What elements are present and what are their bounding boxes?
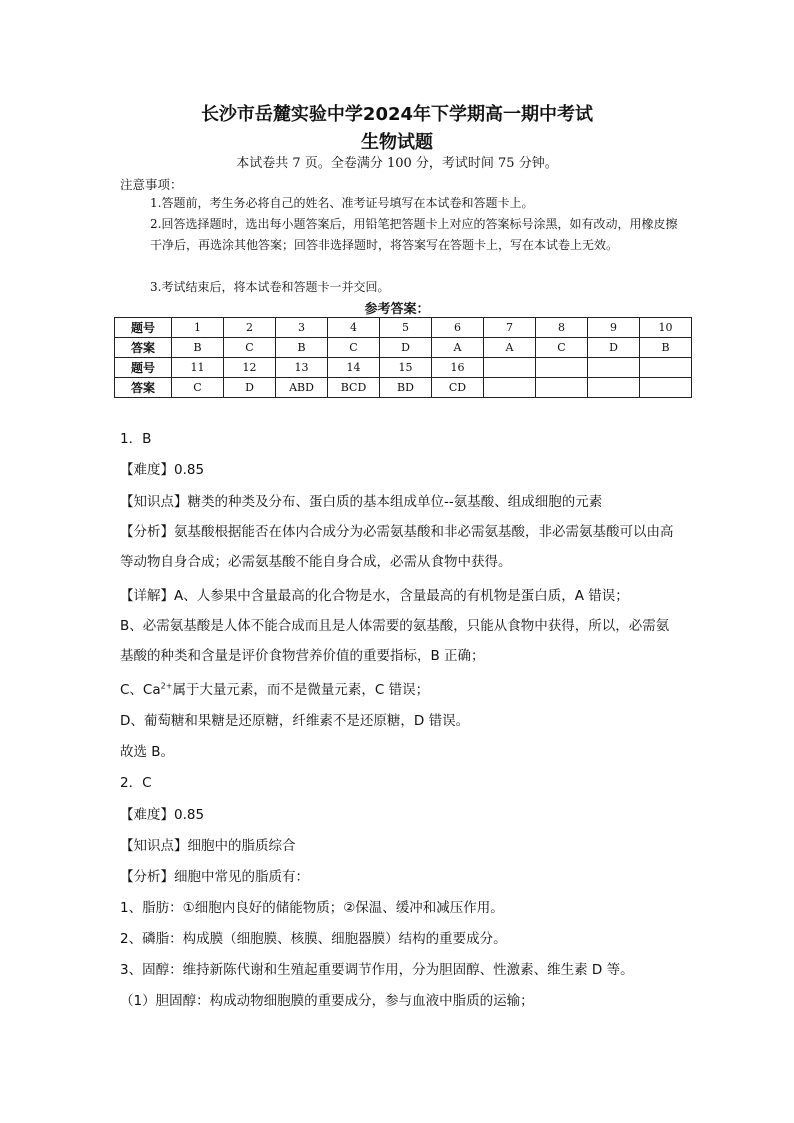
answer-cell: D	[380, 338, 432, 358]
table-row	[115, 318, 692, 338]
question-number: 3	[276, 318, 328, 338]
question-number: 13	[276, 358, 328, 378]
answer-cell: A	[432, 338, 484, 358]
question-number: 12	[224, 358, 276, 378]
answer-cell: C	[536, 338, 588, 358]
answer-cell: C	[328, 338, 380, 358]
question-number: 9	[588, 318, 640, 338]
q2-number: 2．C	[120, 775, 152, 791]
exam-subject: 生物试题	[361, 132, 433, 153]
question-number: 4	[328, 318, 380, 338]
row-label: 题号	[115, 358, 172, 378]
q2-knowledge-point: 【知识点】细胞中的脂质综合	[120, 838, 296, 854]
empty-cell	[640, 378, 692, 398]
empty-cell	[588, 378, 640, 398]
question-number: 8	[536, 318, 588, 338]
question-number: 2	[224, 318, 276, 338]
empty-cell	[536, 378, 588, 398]
notice-heading: 注意事项：	[120, 177, 183, 192]
empty-cell	[640, 358, 692, 378]
answer-cell: C	[224, 338, 276, 358]
answer-cell: BD	[380, 378, 432, 398]
notice-item: 2.回答选择题时，选出每小题答案后，用铅笔把答题卡上对应的答案标号涂黑，如有改动，用橡皮擦干净后，再选涂其他答案；回答非选择题时，将答案写在答题卡上，写在本试卷上无效。	[150, 217, 678, 252]
answer-cell: A	[484, 338, 536, 358]
q1-detail-c-sup: 2+	[160, 681, 173, 691]
question-number: 10	[640, 318, 692, 338]
q1-analysis: 【分析】氨基酸根据能否在体内合成分为必需氨基酸和非必需氨基酸，非必需氨基酸可以由高等动物自身合成；必需氨基酸不能自身合成，必需从食物中获得。	[120, 524, 674, 570]
answer-cell: D	[588, 338, 640, 358]
question-number: 16	[432, 358, 484, 378]
answer-key-heading: 参考答案：	[364, 302, 430, 317]
question-number: 1	[172, 318, 224, 338]
answer-cell: D	[224, 378, 276, 398]
row-label: 答案	[115, 338, 172, 358]
empty-cell	[484, 358, 536, 378]
answer-cell: BCD	[328, 378, 380, 398]
q2-item-sterol: 3、固醇：维持新陈代谢和生殖起重要调节作用，分为胆固醇、性激素、维生素 D 等。	[120, 962, 634, 978]
q2-item-cholesterol: （1）胆固醇：构成动物细胞膜的重要成分，参与血液中脂质的运输；	[120, 993, 534, 1009]
q1-conclusion: 故选 B。	[120, 744, 175, 760]
q1-detail-d: D、葡萄糖和果糖是还原糖，纤维素不是还原糖，D 错误。	[120, 713, 470, 729]
answer-key-table	[114, 317, 692, 398]
answer-cell: B	[172, 338, 224, 358]
question-number: 14	[328, 358, 380, 378]
empty-cell	[536, 358, 588, 378]
question-number: 5	[380, 318, 432, 338]
question-number: 15	[380, 358, 432, 378]
question-number: 11	[172, 358, 224, 378]
q1-knowledge-point: 【知识点】糖类的种类及分布、蛋白质的基本组成单位--氨基酸、组成细胞的元素	[120, 494, 603, 510]
question-number: 6	[432, 318, 484, 338]
q1-difficulty: 【难度】0.85	[120, 462, 205, 478]
q2-item-phospholipid: 2、磷脂：构成膜（细胞膜、核膜、细胞器膜）结构的重要成分。	[120, 931, 507, 947]
q1-number: 1．B	[120, 431, 152, 447]
q1-detail-c	[120, 680, 680, 700]
row-label: 答案	[115, 378, 172, 398]
q2-difficulty: 【难度】0.85	[120, 807, 205, 823]
notice-item: 1.答题前，考生务必将自己的姓名、准考证号填写在本试卷和答题卡上。	[150, 196, 534, 210]
row-label: 题号	[115, 318, 172, 338]
answer-cell: CD	[432, 378, 484, 398]
exam-title: 长沙市岳麓实验中学2024年下学期高一期中考试	[200, 104, 594, 125]
empty-cell	[588, 358, 640, 378]
answer-cell: ABD	[276, 378, 328, 398]
table-row	[115, 338, 692, 358]
answer-cell: B	[640, 338, 692, 358]
q1-detail-a: 【详解】A、人参果中含量最高的化合物是水，含量最高的有机物是蛋白质，A 错误；	[120, 588, 629, 604]
question-number: 7	[484, 318, 536, 338]
q1-detail-b: B、必需氨基酸是人体不能合成而且是人体需要的氨基酸，只能从食物中获得，所以，必需氨基酸的种类和含量是评价食物营养价值的重要指标，B 正确；	[120, 618, 670, 664]
notice-item: 3.考试结束后，将本试卷和答题卡一并交回。	[150, 280, 390, 294]
q2-item-fat: 1、脂肪：①细胞内良好的储能物质；②保温、缓冲和减压作用。	[120, 900, 504, 916]
q1-detail-c-pre: C、Ca	[120, 682, 161, 698]
table-row	[115, 378, 692, 398]
paper-info: 本试卷共 7 页。全卷满分 100 分，考试时间 75 分钟。	[236, 156, 558, 171]
answer-cell: C	[172, 378, 224, 398]
q2-analysis: 【分析】细胞中常见的脂质有：	[120, 869, 309, 885]
answer-cell: B	[276, 338, 328, 358]
empty-cell	[484, 378, 536, 398]
table-row	[115, 358, 692, 378]
q1-detail-c-post: 属于大量元素，而不是微量元素，C 错误；	[172, 682, 430, 698]
